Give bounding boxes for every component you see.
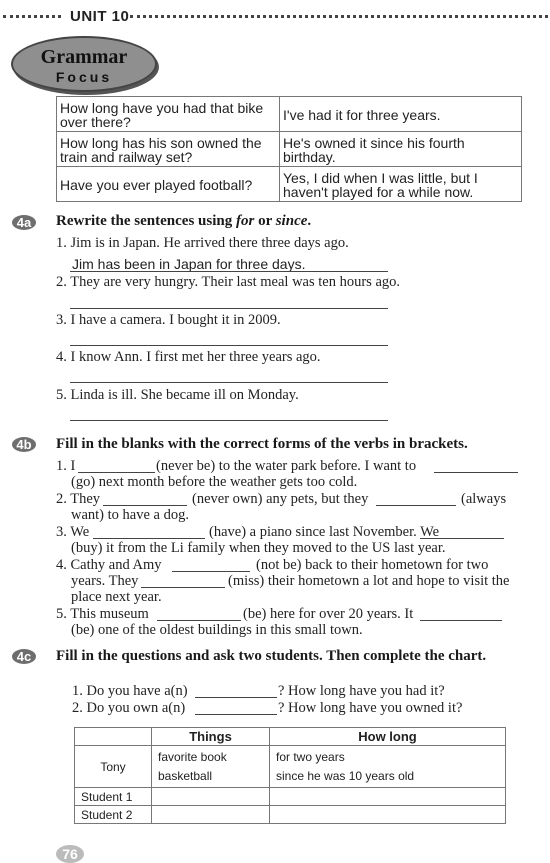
title-for: for [235, 213, 255, 229]
student-2-things-cell[interactable] [152, 806, 270, 824]
table-row [57, 132, 522, 167]
header-cell-things: Things [152, 728, 270, 746]
header-cell-how-long: How long [270, 728, 506, 746]
badge-line-2: Focus [55, 69, 113, 85]
blank-line[interactable] [195, 697, 277, 698]
answer-line[interactable] [70, 345, 388, 346]
exercise-4b-text: years. They [71, 573, 139, 589]
blank-line[interactable] [103, 505, 187, 506]
unit-title: UNIT 10 [70, 8, 130, 25]
exercise-4c-text: 1. Do you have a(n) [72, 683, 188, 699]
grammar-table [56, 96, 522, 202]
exercise-4c-text: ? How long have you had it? [278, 683, 445, 699]
exercise-4b-text: (never be) to the water park before. I want to [156, 458, 417, 474]
row-label-tony: Tony [75, 746, 152, 788]
exercise-4b-text: 2. They [56, 491, 101, 507]
table-row [75, 788, 506, 806]
exercise-4b-text: (buy) it from the Li family when they moved to the US last year. [71, 540, 446, 556]
student-1-howlong-cell[interactable] [270, 788, 506, 806]
student-2-howlong-cell[interactable] [270, 806, 506, 824]
grammar-answer: I've had it for three years. [280, 97, 522, 132]
blank-line[interactable] [195, 714, 277, 715]
exercise-4b-text: (not be) back to their hometown for two [256, 557, 489, 573]
exercise-4b-text: (go) next month before the weather gets too cold. [71, 474, 358, 490]
badge-line-1: Grammar [40, 46, 128, 68]
exercise-4a-item-5: 5. Linda is ill. She became ill on Monday. [56, 387, 299, 403]
blank-line[interactable] [93, 538, 205, 539]
section-4b-badge: 4b [12, 437, 36, 452]
tony-howlong: since he was 10 years old [276, 768, 415, 783]
exercise-4b-text: 5. This museum [56, 606, 149, 622]
section-4a-badge: 4a [12, 215, 36, 230]
tony-things-cell [152, 746, 270, 788]
answer-line[interactable] [70, 420, 388, 421]
grammar-question: How long has his son owned the train and railway set? [57, 132, 280, 167]
blank-line[interactable] [141, 587, 225, 588]
table-row [75, 746, 506, 788]
tony-howlong: for two years [276, 749, 345, 764]
exercise-4b-text: (be) here for over 20 years. It [243, 606, 414, 622]
row-label-student-1: Student 1 [75, 788, 152, 806]
exercise-4b-text: want) to have a dog. [71, 507, 189, 523]
exercise-4b-text: (have) a piano since last November. We [209, 524, 440, 540]
blank-line[interactable] [420, 620, 502, 621]
exercise-4b-text: (always [461, 491, 507, 507]
table-row [75, 728, 506, 746]
exercise-4b-text: 3. We [56, 524, 90, 540]
exercise-4b-text: 1. I [56, 458, 76, 474]
header-dots-left [3, 15, 61, 18]
grammar-focus-badge [11, 36, 157, 92]
table-row [57, 167, 522, 202]
title-since: since [275, 213, 308, 229]
student-1-things-cell[interactable] [152, 788, 270, 806]
tony-thing: favorite book [158, 749, 227, 764]
title-text: Rewrite the sentences using [56, 213, 236, 229]
grammar-answer: Yes, I did when I was little, but I haven't played for a while now. [280, 167, 522, 202]
header-dots-right [130, 15, 548, 18]
survey-chart [74, 727, 506, 824]
table-row [75, 806, 506, 824]
title-text: . [307, 213, 312, 229]
blank-line[interactable] [376, 505, 456, 506]
grammar-answer: He's owned it since his fourth birthday. [280, 132, 522, 167]
answer-line[interactable] [70, 382, 388, 383]
exercise-4b-text: 4. Cathy and Amy [56, 557, 162, 573]
header-cell-empty [75, 728, 152, 746]
answer-line[interactable] [70, 308, 388, 309]
tony-howlong-cell [270, 746, 506, 788]
unit-header [0, 6, 550, 26]
exercise-4b-text: (miss) their hometown a lot and hope to visit the [228, 573, 510, 589]
exercise-4a-item-4: 4. I know Ann. I first met her three years ago. [56, 349, 321, 365]
blank-line[interactable] [434, 472, 518, 473]
exercise-4a-item-1: 1. Jim is in Japan. He arrived there three days ago. [56, 235, 349, 251]
exercise-4b-text: (be) one of the oldest buildings in this small town. [71, 622, 363, 638]
section-4c-badge: 4c [12, 649, 36, 664]
exercise-4c-text: ? How long have you owned it? [278, 700, 463, 716]
section-4c-title: Fill in the questions and ask two students. Then complete the chart. [56, 648, 487, 664]
answer-line[interactable] [70, 271, 388, 272]
example-answer: Jim has been in Japan for three days. [72, 256, 306, 272]
exercise-4a-item-2: 2. They are very hungry. Their last meal was ten hours ago. [56, 274, 401, 290]
table-row [57, 97, 522, 132]
section-4b-title: Fill in the blanks with the correct forms of the verbs in brackets. [56, 436, 468, 452]
blank-line[interactable] [420, 538, 504, 539]
blank-line[interactable] [172, 571, 250, 572]
section-4a-title [56, 213, 311, 230]
row-label-student-2: Student 2 [75, 806, 152, 824]
exercise-4b-text: (never own) any pets, but they [192, 491, 369, 507]
blank-line[interactable] [157, 620, 241, 621]
exercise-4b-text: place next year. [71, 589, 162, 605]
exercise-4c-text: 2. Do you own a(n) [72, 700, 186, 716]
exercise-4a-item-3: 3. I have a camera. I bought it in 2009. [56, 312, 281, 328]
grammar-question: How long have you had that bike over there? [57, 97, 280, 132]
title-text: or [254, 213, 276, 229]
blank-line[interactable] [78, 472, 155, 473]
grammar-question: Have you ever played football? [57, 167, 280, 202]
tony-thing: basketball [158, 768, 213, 783]
page-number: 76 [56, 845, 84, 863]
